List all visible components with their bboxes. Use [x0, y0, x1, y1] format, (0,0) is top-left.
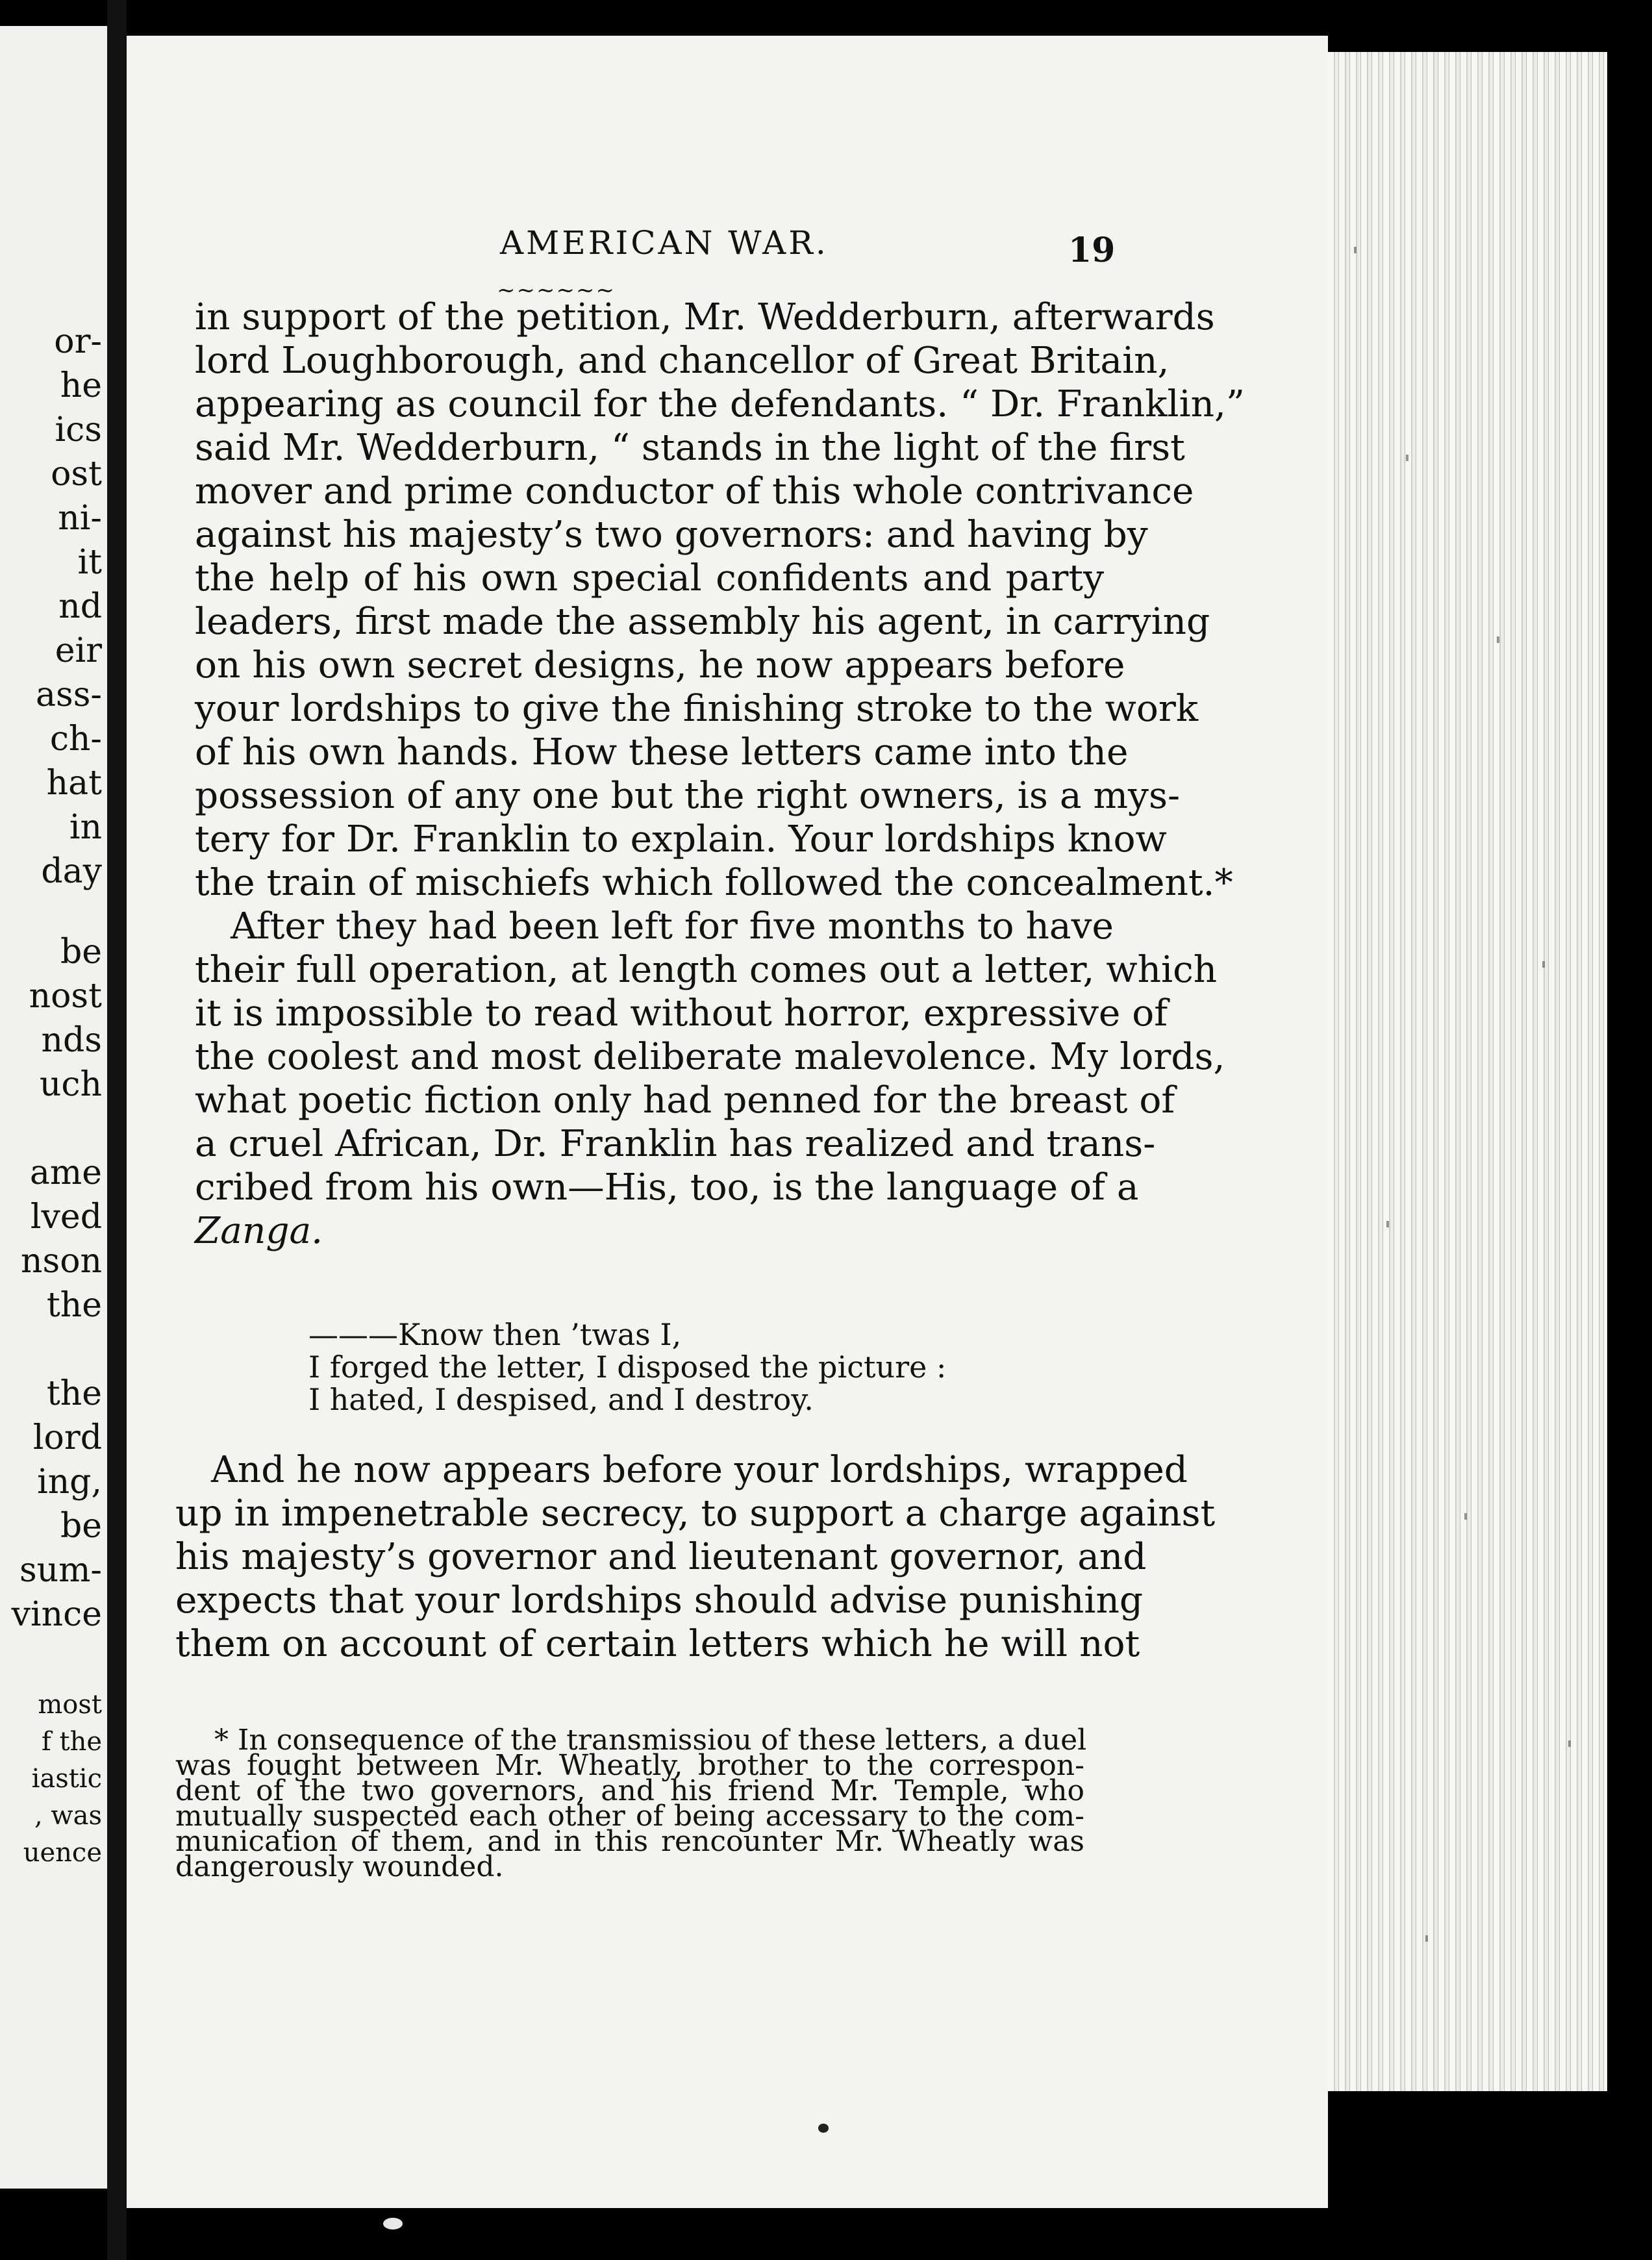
page-number: 19 [1068, 231, 1116, 270]
text-line: expects that your lordships should advise punishing [175, 1579, 1144, 1622]
verse-line: I forged the letter, I disposed the picture : [308, 1350, 947, 1385]
left-fragment: the [46, 1286, 102, 1325]
left-fragment: most [38, 1690, 102, 1720]
paragraph-1 [195, 295, 1245, 905]
verse-quotation [308, 1318, 971, 1416]
text-line: After they had been left for five months to have [231, 905, 1114, 948]
text-line: cribed from his own—His, too, is the language of a [195, 1166, 1139, 1209]
text-line: on his own secret designs, he now appears before [195, 644, 1125, 686]
left-fragment: ing, [37, 1463, 102, 1501]
left-fragment: nd [58, 587, 102, 626]
text-line: it is impossible to read without horror, expressive of [195, 992, 1168, 1035]
left-fragment: it [77, 543, 102, 582]
footnote-line: * In consequence of the transmissiou of these letters, a duel [214, 1724, 1087, 1757]
verse-line: I hated, I despised, and I destroy. [308, 1382, 814, 1417]
left-fragment: lord [32, 1418, 102, 1457]
text-line: the train of mischiefs which followed the concealment.* [195, 862, 1233, 904]
text-line: lord Loughborough, and chancellor of Great Britain, [195, 340, 1170, 382]
left-fragment: uch [39, 1065, 102, 1104]
text-line: the coolest and most deliberate malevolence. My lords, [195, 1036, 1225, 1078]
paragraph-2 [195, 905, 1225, 1253]
text-line: mover and prime conductor of this whole contrivance [195, 470, 1194, 512]
text-line: against his majesty’s two governors: and having by [195, 514, 1148, 556]
page-header [500, 224, 1020, 270]
text-line: in support of the petition, Mr. Wedderburn, afterwards [195, 296, 1215, 338]
text-line: appearing as council for the defendants. “ Dr. Franklin,” [195, 383, 1245, 425]
text-line: Zanga. [195, 1210, 323, 1252]
text-line: the help of his own special confidents and party [195, 557, 1104, 599]
left-fragment: f the [41, 1727, 102, 1757]
left-fragment: ass- [36, 675, 102, 714]
running-head: AMERICAN WAR. [500, 224, 829, 262]
left-page-fragment [0, 26, 107, 2189]
text-line: your lordships to give the finishing stroke to the work [195, 688, 1199, 730]
left-fragment: , was [34, 1801, 102, 1831]
text-line: said Mr. Wedderburn, “ stands in the light of the first [195, 427, 1185, 469]
ink-speck [383, 2218, 403, 2229]
left-fragment: be [60, 1507, 102, 1546]
ink-speck [818, 2124, 829, 2133]
text-line: possession of any one but the right owners, is a mys- [195, 775, 1181, 817]
ink-speck [1542, 961, 1545, 968]
left-fragment: ics [55, 410, 102, 449]
left-fragment: ame [29, 1153, 102, 1192]
left-fragment: he [60, 366, 102, 405]
left-fragment: ch- [49, 720, 102, 759]
text-line: their full operation, at length comes out a letter, which [195, 949, 1218, 991]
main-page [127, 36, 1328, 2208]
left-fragment: vince [11, 1595, 102, 1634]
paragraph-3 [175, 1448, 1216, 1666]
left-fragment: lved [30, 1198, 102, 1237]
text-line: of his own hands. How these letters came into the [195, 731, 1129, 773]
ink-speck [1497, 636, 1499, 643]
left-fragment: in [69, 808, 102, 847]
left-fragment: or- [54, 322, 102, 361]
text-line: his majesty’s governor and lieutenant governor, and [175, 1536, 1147, 1578]
left-fragment: nson [21, 1242, 102, 1281]
left-fragment: the [46, 1374, 102, 1413]
left-fragment: be [60, 933, 102, 972]
left-fragment: day [41, 852, 102, 891]
book-gutter [107, 0, 127, 2260]
ink-speck [1354, 247, 1357, 253]
header-ornament: ~~~~~~ [497, 277, 616, 303]
ink-speck [1568, 1740, 1571, 1747]
text-line: tery for Dr. Franklin to explain. Your lordships know [195, 818, 1167, 860]
footnote [175, 1724, 1087, 1883]
footnote-line: mutually suspected each other of being accessary to the com- [175, 1800, 1084, 1833]
text-line: what poetic fiction only had penned for the breast of [195, 1079, 1175, 1122]
text-line: leaders, first made the assembly his agent, in carrying [195, 601, 1210, 643]
footnote-line: dangerously wounded. [175, 1850, 504, 1883]
text-line: them on account of certain letters which he will not [175, 1623, 1140, 1665]
left-fragment: nds [41, 1021, 102, 1060]
ink-speck [1425, 1935, 1428, 1942]
verse-line: ———Know then ’twas I, [308, 1317, 682, 1352]
text-line: up in impenetrable secrecy, to support a charge against [175, 1492, 1216, 1535]
ink-speck [1464, 1513, 1467, 1520]
left-fragment: nost [29, 977, 102, 1016]
footnote-line: was fought between Mr. Wheatly, brother to the correspon- [175, 1749, 1084, 1782]
left-fragment: ni- [58, 499, 102, 538]
text-line: a cruel African, Dr. Franklin has realized and trans- [195, 1123, 1156, 1165]
text-line: And he now appears before your lordships, wrapped [211, 1449, 1188, 1491]
left-fragment: ost [51, 455, 102, 494]
left-fragment: eir [55, 631, 102, 670]
ink-speck [1406, 455, 1408, 461]
body-text-upper [195, 295, 1245, 1253]
page-edges [1328, 52, 1607, 2091]
ink-speck [1386, 1221, 1389, 1227]
footnote-line: dent of the two governors, and his friend Mr. Temple, who [175, 1774, 1084, 1807]
left-fragment: hat [46, 764, 102, 803]
left-fragment: iastic [31, 1764, 102, 1794]
footnote-line: munication of them, and in this rencounter Mr. Wheatly was [175, 1825, 1084, 1858]
left-fragment: sum- [19, 1551, 102, 1590]
left-fragment: uence [23, 1838, 102, 1868]
